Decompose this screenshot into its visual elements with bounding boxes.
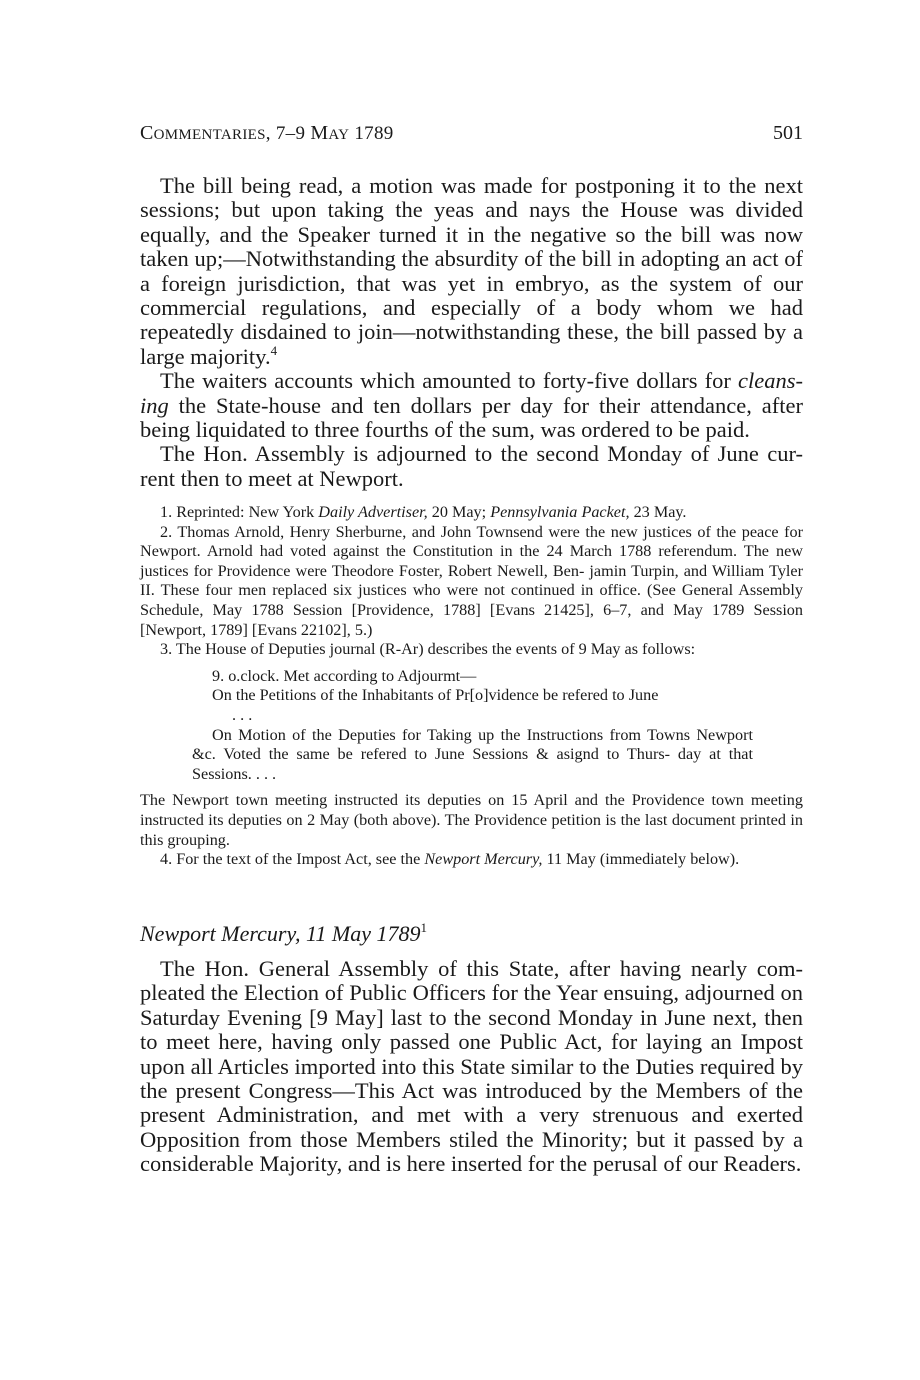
page-header	[140, 122, 803, 148]
paragraph-text: The waiters accounts which amounted to forty-five dollars for	[160, 368, 739, 394]
footnotes	[140, 503, 803, 870]
quote-line: 9. o.clock. Met according to Adjourmt—	[212, 666, 477, 685]
page-number: 501	[773, 122, 803, 144]
footnote-marker: 4	[270, 342, 278, 358]
footnote-text: 4. For the text of the Impost Act, see the	[160, 850, 425, 869]
quote-line: On the Petitions of the Inhabitants of Pr[o]vidence be refered to June	[212, 686, 659, 705]
running-head-smallcaps: OMMENTARIES	[153, 127, 266, 143]
paragraph: The Hon. General Assembly of this State, after having nearly com- pleated the Election of Public Officers for the Year ensuing, adjourned on Saturday Evening [9 May] last to the second Monday in June next, then to meet here, having only passed one Public Act, for laying an Impost upon all Articles imported into this State similar to the Duties required by the present Congress—This Act was introduced by the Members of the present Administration, and met with a very strenuous and exerted Opposition from those Members stiled the Minority; but it passed by a considerable Majority, and is here inserted for the perusal of our Readers.	[140, 956, 803, 1177]
commentary-text	[140, 174, 803, 491]
running-head-date: , 7–9	[265, 123, 311, 144]
footnote-marker: 1	[420, 920, 427, 935]
paragraph-text: The bill being read, a motion was made for postponing it to the next sessions; but upon taking the yeas and nays the House was divided equally, and the Speaker turned it in the negative so the bill was now taken up;—Notwithstanding the absurdity of the bill in adopting an act of a foreign jurisdiction, that was yet in embryo, as the system of our commercial regulations, and especially of a body whom we had repeatedly disdained to join—notwithstanding these, the bill passed by a large majority.	[140, 173, 803, 369]
paragraph: The Hon. Assembly is adjourned to the second Monday of June cur- rent then to meet at Newport.	[140, 441, 803, 491]
quote-ellipsis: . . .	[232, 705, 253, 724]
quote-line: On Motion of the Deputies for Taking up the Instructions from Towns Newport &c. Voted the same be refered to June Sessions & asignd to Thurs- day at that Sessions. . . .	[192, 725, 753, 783]
paragraph	[140, 174, 803, 369]
footnote-3-continued: The Newport town meeting instructed its deputies on 15 April and the Providence town meeting instructed its deputies on 2 May (both above). The Providence petition is the last document printed in this grouping.	[140, 791, 803, 849]
footnote-text: 11 May (immediately below).	[542, 850, 740, 869]
section-heading	[140, 920, 427, 947]
newspaper-text	[140, 957, 803, 1177]
journal-quote	[192, 667, 753, 785]
footnote-1	[140, 503, 803, 523]
running-head	[140, 122, 394, 145]
section-heading-text: Newport Mercury, 11 May 1789	[140, 921, 421, 946]
newspaper-title: Newport Mercury,	[424, 850, 543, 869]
footnote-text: 20 May;	[427, 503, 491, 521]
newspaper-title: Pennsylvania Packet,	[490, 503, 630, 521]
running-head-initial: C	[140, 122, 154, 144]
italic-word: cleans- ing	[140, 368, 803, 418]
footnote-4	[140, 850, 803, 870]
footnote-text: 1. Reprinted: New York	[160, 503, 319, 521]
paragraph	[140, 369, 803, 442]
running-head-month-initial: M	[310, 122, 329, 144]
footnote-3: 3. The House of Deputies journal (R-Ar) describes the events of 9 May as follows:	[160, 640, 696, 659]
running-head-year: 1789	[349, 123, 394, 144]
footnote-text: 23 May.	[629, 503, 687, 521]
footnote-2: 2. Thomas Arnold, Henry Sherburne, and John Townsend were the new justices of the peace for Newport. Arnold had voted against the Constitution in the 24 March 1788 referendum. The new justices for Providence were Theodore Foster, Robert Newell, Ben- jamin Turpin, and William Tyler II. These four men replaced six justices who were not continued in office. (See General Assembly Schedule, May 1788 Session [Providence, 1788] [Evans 21425], 6–7, and May 1789 Session [Newport, 1789] [Evans 22102], 5.)	[140, 522, 803, 639]
running-head-month-smallcaps: AY	[328, 127, 350, 143]
newspaper-title: Daily Advertiser,	[318, 503, 428, 521]
paragraph-text: the State-house and ten dollars per day for their attendance, after being liquidated to three fourths of the sum, was ordered to be paid.	[140, 392, 803, 443]
